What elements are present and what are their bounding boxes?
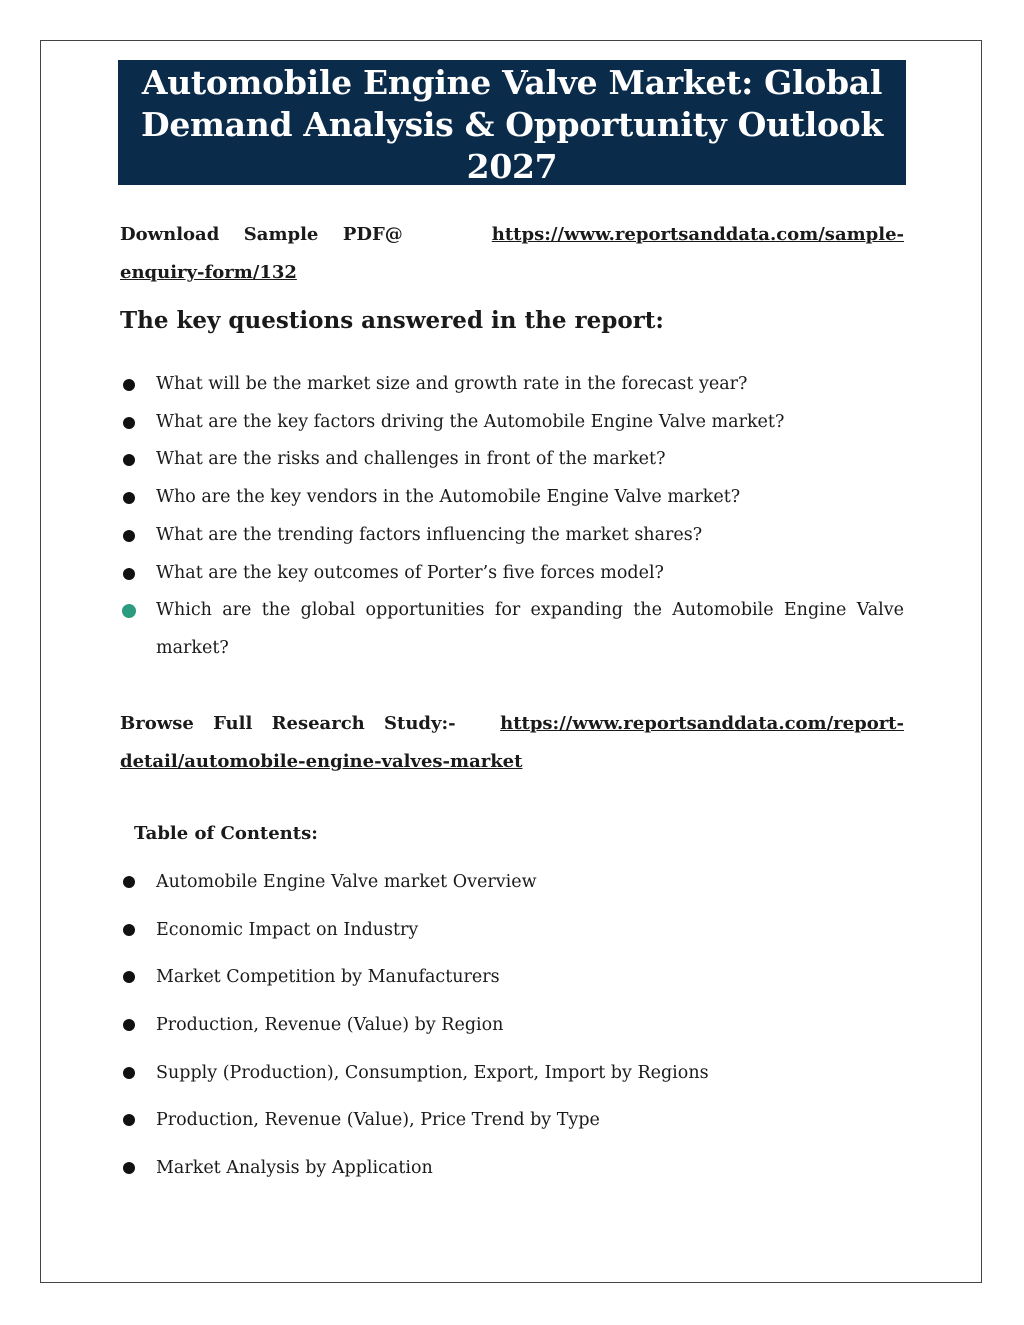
list-item bbox=[120, 911, 904, 959]
bullet-icon bbox=[123, 568, 135, 580]
browse-study-paragraph bbox=[120, 705, 904, 781]
title-line-1: Automobile Engine Valve Market: Global bbox=[141, 63, 883, 102]
download-label-word: Sample bbox=[243, 224, 319, 245]
title-line-3: 2027 bbox=[466, 147, 558, 186]
spacer bbox=[475, 705, 481, 743]
download-line-1 bbox=[120, 216, 904, 254]
bullet-icon bbox=[123, 1162, 135, 1174]
list-item bbox=[120, 366, 904, 404]
toc-item-text: Market Competition by Manufacturers bbox=[156, 967, 500, 988]
toc-heading: Table of Contents: bbox=[134, 823, 318, 844]
list-item bbox=[120, 555, 904, 593]
download-sample-link[interactable]: https://www.reportsanddata.com/sample- bbox=[491, 224, 904, 245]
question-text: What are the trending factors influencing the market shares? bbox=[156, 524, 703, 545]
question-text: What are the key factors driving the Automobile Engine Valve market? bbox=[156, 411, 785, 432]
page-title bbox=[118, 62, 906, 188]
list-item bbox=[120, 1149, 904, 1197]
download-sample-link-continued[interactable]: enquiry-form/132 bbox=[120, 262, 297, 283]
list-item bbox=[120, 1054, 904, 1102]
question-text: Who are the key vendors in the Automobile Engine Valve market? bbox=[156, 487, 741, 508]
key-questions-heading: The key questions answered in the report: bbox=[120, 307, 664, 334]
question-text: What are the key outcomes of Porter’s five forces model? bbox=[156, 562, 664, 583]
toc-item-text: Supply (Production), Consumption, Export, Import by Regions bbox=[156, 1062, 709, 1083]
spacer bbox=[427, 216, 467, 254]
toc-item-text: Economic Impact on Industry bbox=[156, 919, 419, 940]
key-questions-list bbox=[120, 366, 904, 668]
toc-item-text: Production, Revenue (Value) by Region bbox=[156, 1015, 504, 1036]
list-item bbox=[120, 863, 904, 911]
list-item bbox=[120, 1101, 904, 1149]
browse-line-2 bbox=[120, 743, 904, 781]
bullet-icon bbox=[123, 454, 135, 466]
bullet-icon bbox=[123, 971, 135, 983]
download-line-2 bbox=[120, 254, 904, 292]
browse-label-word: Browse bbox=[120, 713, 194, 734]
download-sample-paragraph bbox=[120, 216, 904, 292]
browse-study-link-continued[interactable]: detail/automobile-engine-valves-market bbox=[120, 751, 523, 772]
list-item bbox=[120, 404, 904, 442]
question-text: Which are the global opportunities for expanding the Automobile Engine Valve market? bbox=[156, 600, 904, 658]
browse-line-1 bbox=[120, 705, 904, 743]
toc-item-text: Market Analysis by Application bbox=[156, 1158, 433, 1179]
browse-label-word: Full bbox=[213, 713, 253, 734]
teal-bullet-icon bbox=[122, 604, 136, 618]
bullet-icon bbox=[123, 1114, 135, 1126]
list-item bbox=[120, 441, 904, 479]
bullet-icon bbox=[123, 492, 135, 504]
list-item bbox=[120, 592, 904, 667]
bullet-icon bbox=[123, 1067, 135, 1079]
browse-label-word: Research bbox=[271, 713, 365, 734]
bullet-icon bbox=[123, 530, 135, 542]
bullet-icon bbox=[123, 924, 135, 936]
list-item bbox=[120, 479, 904, 517]
list-item bbox=[120, 958, 904, 1006]
toc-item-text: Production, Revenue (Value), Price Trend by Type bbox=[156, 1110, 600, 1131]
bullet-icon bbox=[123, 379, 135, 391]
download-label-word: Download bbox=[120, 224, 220, 245]
question-text: What are the risks and challenges in front of the market? bbox=[156, 449, 666, 470]
browse-label-word: Study:- bbox=[384, 713, 456, 734]
bullet-icon bbox=[123, 876, 135, 888]
bullet-icon bbox=[123, 417, 135, 429]
title-line-2: Demand Analysis & Opportunity Outlook bbox=[141, 105, 883, 144]
list-item bbox=[120, 1006, 904, 1054]
title-banner bbox=[118, 60, 906, 185]
toc-item-text: Automobile Engine Valve market Overview bbox=[156, 872, 537, 892]
list-item bbox=[120, 517, 904, 555]
toc-list bbox=[120, 863, 904, 1197]
question-text: What will be the market size and growth rate in the forecast year? bbox=[156, 374, 748, 394]
bullet-icon bbox=[123, 1019, 135, 1031]
browse-study-link[interactable]: https://www.reportsanddata.com/report- bbox=[500, 713, 904, 734]
download-label-word: PDF@ bbox=[342, 224, 403, 245]
